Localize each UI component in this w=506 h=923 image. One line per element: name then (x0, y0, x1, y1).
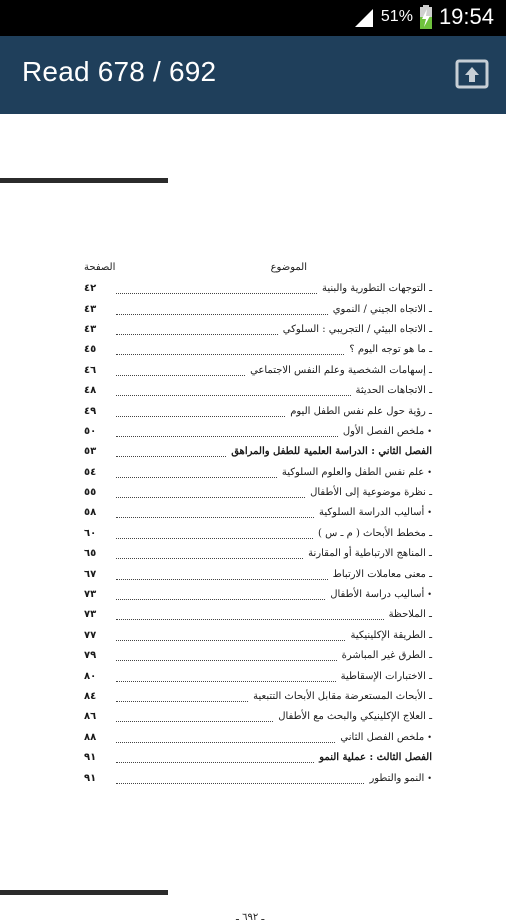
toc-row (84, 605, 432, 625)
toc-row-page: ٨٨ (84, 731, 97, 743)
clock: 19:54 (438, 4, 494, 29)
toc-row-page: ٤٦ (84, 364, 97, 376)
dot-leader (116, 394, 351, 396)
dot-leader (116, 537, 313, 539)
toc-header-topic: الموضوع (270, 262, 307, 273)
bullet-icon: • (427, 590, 432, 600)
toc-row-title: ـ الأبحاث المستعرضة مقابل الأبحاث التتبعية (253, 691, 432, 702)
dot-leader (116, 415, 285, 417)
toc-row-title: ـ العلاج الإكلينيكي والبحث مع الأطفال (278, 711, 432, 723)
toc-row-title: ـ رؤية حول علم نفس الطفل اليوم (290, 405, 432, 417)
toc-row (84, 503, 432, 523)
dot-leader (116, 313, 328, 315)
toc-row-page: ٥٠ (84, 425, 97, 437)
share-button[interactable] (454, 56, 490, 92)
dot-leader (116, 435, 338, 437)
dot-leader (116, 476, 277, 478)
toc-row-title: ـ نظرة موضوعية إلى الأطفال (310, 487, 432, 499)
toc-row-page: ٩١ (84, 772, 97, 784)
toc-row-page: ٤٢ (84, 283, 97, 295)
toc-header (84, 262, 432, 273)
dot-leader (116, 761, 314, 763)
toc-row-page: ٨٠ (84, 670, 97, 682)
toc-row-page: ٧٧ (84, 629, 97, 641)
toc-row (84, 768, 432, 788)
toc-row (84, 707, 432, 727)
toc-row-title: ـ الطرق غير المباشرة (341, 650, 432, 662)
toc-row-title: أساليب الدراسة السلوكية (319, 507, 425, 519)
toc-row-page: ٤٨ (84, 385, 97, 397)
toc-row-title: ـ التوجهات التطورية والبنية (322, 283, 432, 295)
toc-row-page: ٤٣ (84, 323, 97, 335)
toc-row (84, 646, 432, 666)
toc-row-page: ٦٧ (84, 568, 97, 580)
toc-row (84, 422, 432, 442)
dot-leader (116, 782, 364, 784)
toc-row-page: ٨٦ (84, 711, 97, 723)
toc-row-title: الفصل الثاني : الدراسة العلمية للطفل والمراهق (231, 446, 432, 458)
toc-row-title: ـ إسهامات الشخصية وعلم النفس الاجتماعي (250, 364, 432, 376)
toc-row (84, 381, 432, 401)
toc-row (84, 463, 432, 483)
toc-row (84, 524, 432, 544)
dot-leader (116, 598, 325, 600)
toc-row-page: ٦٥ (84, 548, 97, 560)
toc-row-page: ٧٣ (84, 589, 97, 601)
toc-row (84, 442, 432, 462)
toc-row-title: ـ الاختبارات الإسقاطية (340, 670, 432, 682)
dot-leader (116, 516, 314, 518)
toc-row-title: ملخص الفصل الأول (342, 425, 425, 437)
toc-row-page: ٧٩ (84, 650, 97, 662)
dot-leader (116, 659, 337, 661)
toc-row (84, 585, 432, 605)
dot-leader (116, 578, 328, 580)
dot-leader (116, 455, 226, 457)
toc-row-title: ـ ما هو توجه اليوم ؟ (349, 344, 432, 356)
dot-leader (116, 374, 245, 376)
signal-icon (353, 7, 375, 27)
bullet-icon: • (427, 467, 432, 477)
toc-row (84, 626, 432, 646)
scan-artifact (0, 178, 168, 183)
toc-row-page: ٩١ (84, 752, 97, 764)
toc-row (84, 401, 432, 421)
toc-row-page: ٥٥ (84, 487, 97, 499)
toc-row (84, 340, 432, 360)
document-page[interactable] (0, 114, 506, 923)
page-title: Read 678 / 692 (22, 56, 217, 87)
toc-row (84, 320, 432, 340)
toc-row-title: ـ الملاحظة (388, 609, 432, 621)
toc-row-page: ٤٥ (84, 344, 97, 356)
toc-row-title: الفصل الثالث : عملية النمو (319, 752, 432, 764)
toc-row (84, 299, 432, 319)
dot-leader (116, 700, 248, 702)
dot-leader (116, 292, 317, 294)
toc-row-page: ٧٣ (84, 609, 97, 621)
bullet-icon: • (427, 426, 432, 436)
toc-row (84, 361, 432, 381)
toc-row (84, 544, 432, 564)
toc-row-title: ـ الاتجاه البيئي / التجريبي : السلوكي (282, 323, 432, 335)
toc-row-page: ٤٩ (84, 405, 97, 417)
toc-row-page: ٨٤ (84, 691, 97, 702)
battery-charging-icon (419, 5, 433, 29)
toc-row-page: ٥٣ (84, 446, 97, 458)
toc-row-title: علم نفس الطفل والعلوم السلوكية (281, 466, 425, 478)
toc-row-title: ـ الاتجاهات الحديثة (355, 385, 432, 397)
battery-percent: 51% (380, 8, 413, 25)
toc-row (84, 564, 432, 584)
bullet-icon: • (427, 732, 432, 742)
dot-leader (116, 557, 303, 559)
dot-leader (116, 741, 335, 743)
toc-row-title: أساليب دراسة الأطفال (330, 589, 425, 601)
toc-row-title: ملخص الفصل الثاني (340, 731, 425, 743)
bullet-icon: • (427, 773, 432, 783)
toc-row-title: ـ الطريقة الإكلينيكية (350, 629, 432, 641)
scan-artifact (0, 890, 168, 895)
table-of-contents (84, 262, 432, 789)
toc-row-page: ٥٨ (84, 507, 97, 519)
toc-row-page: ٥٤ (84, 466, 97, 478)
dot-leader (116, 496, 305, 498)
dot-leader (116, 333, 278, 335)
app-bar (0, 36, 506, 114)
toc-row (84, 483, 432, 503)
dot-leader (116, 680, 336, 682)
dot-leader (116, 618, 384, 620)
toc-row-page: ٦٠ (84, 527, 97, 539)
page-number: ـ ٦٩٢ ـ (236, 912, 265, 923)
toc-row (84, 687, 432, 707)
dot-leader (116, 639, 345, 641)
toc-header-page: الصفحة (84, 262, 116, 273)
bullet-icon: • (427, 508, 432, 518)
toc-row-title: ـ الاتجاه الجيني / النموي (332, 303, 432, 315)
toc-row-title: ـ مخطط الأبحاث ( م ـ س ) (318, 527, 432, 539)
toc-row-page: ٤٣ (84, 303, 97, 315)
dot-leader (116, 353, 344, 355)
toc-row-title: النمو والتطور (369, 772, 425, 784)
status-bar (0, 0, 506, 36)
toc-row (84, 279, 432, 299)
toc-row-title: ـ معنى معاملات الارتباط (332, 568, 432, 580)
toc-row (84, 666, 432, 686)
toc-row (84, 728, 432, 748)
toc-row-title: ـ المناهج الارتباطية أو المقارنة (308, 548, 432, 560)
toc-row (84, 748, 432, 768)
share-icon (454, 77, 490, 96)
dot-leader (116, 720, 273, 722)
